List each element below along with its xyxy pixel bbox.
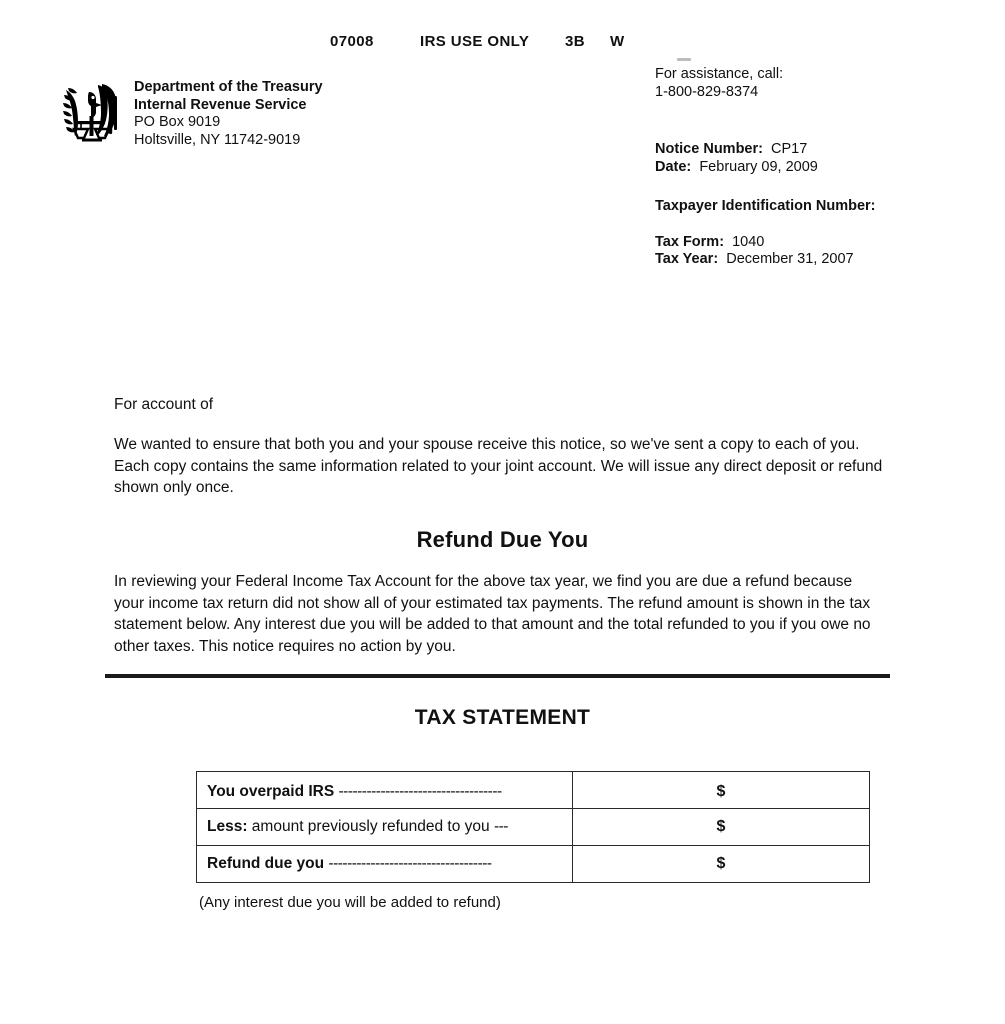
row-amount-cell	[573, 772, 870, 809]
notice-date-label: Date:	[655, 158, 692, 175]
row-leader: ---	[493, 818, 508, 835]
assistance-label: For assistance, call:	[655, 66, 784, 82]
row-amount: $	[716, 783, 726, 800]
review-paragraph: In reviewing your Federal Income Tax Account for the above tax year, we find you are due a refund because your income tax return did not show all of your estimated tax payments. The refund amount is shown in the tax statement below. Any interest due you will be added to that amount and the total refunded to you if you owe no other taxes. This notice requires no action by you.	[114, 573, 871, 655]
notice-info-column	[655, 66, 985, 269]
scan-artifact-speck	[677, 58, 691, 61]
irs-eagle-scales-icon	[58, 76, 126, 146]
row-leader: -----------------------------------	[328, 855, 492, 872]
table-row	[197, 772, 870, 809]
row-label-bold: Refund due you	[207, 855, 329, 872]
row-label-cell	[197, 772, 573, 809]
row-amount: $	[716, 818, 726, 835]
notice-number-value: CP17	[771, 141, 808, 157]
agency-city-state-zip: Holtsville, NY 11742-9019	[134, 131, 301, 148]
refund-due-you-heading: Refund Due You	[416, 527, 589, 552]
row-label-bold: You overpaid IRS	[207, 783, 339, 800]
joint-notice-paragraph: We wanted to ensure that both you and your spouse receive this notice, so we've sent a copy to each of you. Each copy contains the same information related to your joint account. We will issue any direct deposit or refund shown only once.	[114, 436, 883, 496]
row-amount-cell	[573, 846, 870, 883]
irs-use-only-label: IRS USE ONLY	[420, 33, 530, 50]
agency-service: Internal Revenue Service	[134, 96, 307, 113]
tax-form-label: Tax Form:	[655, 233, 725, 250]
row-label-cell	[197, 846, 573, 883]
table-row	[197, 846, 870, 883]
for-account-of-label: For account of	[114, 396, 214, 413]
tax-form-value: 1040	[732, 233, 765, 250]
agency-return-address	[134, 79, 323, 149]
row-label-bold: Less:	[207, 818, 248, 835]
row-amount-cell	[573, 809, 870, 846]
tax-statement-heading: TAX STATEMENT	[414, 706, 591, 729]
irs-use-code-left: 07008	[330, 33, 374, 50]
row-amount: $	[716, 855, 726, 872]
tax-year-value: December 31, 2007	[726, 251, 854, 267]
notice-date-value: February 09, 2009	[699, 158, 818, 175]
table-row	[197, 809, 870, 846]
notice-number-label: Notice Number:	[655, 141, 763, 157]
agency-po-box: PO Box 9019	[134, 114, 221, 130]
irs-use-only-row	[330, 33, 670, 64]
row-label-cell	[197, 809, 573, 846]
tin-label: Taxpayer Identification Number:	[655, 198, 876, 214]
tax-statement-footnote: (Any interest due you will be added to refund)	[199, 894, 501, 911]
irs-use-code-mid: 3B	[565, 33, 585, 50]
tax-year-label: Tax Year:	[655, 251, 719, 267]
agency-department: Department of the Treasury	[134, 79, 323, 95]
row-leader: -----------------------------------	[338, 783, 502, 800]
tax-statement-table	[196, 771, 870, 883]
section-divider	[105, 674, 890, 678]
assistance-phone: 1-800-829-8374	[655, 83, 759, 100]
irs-use-code-right: W	[610, 33, 625, 50]
row-label-rest: amount previously refunded to you	[247, 818, 494, 835]
